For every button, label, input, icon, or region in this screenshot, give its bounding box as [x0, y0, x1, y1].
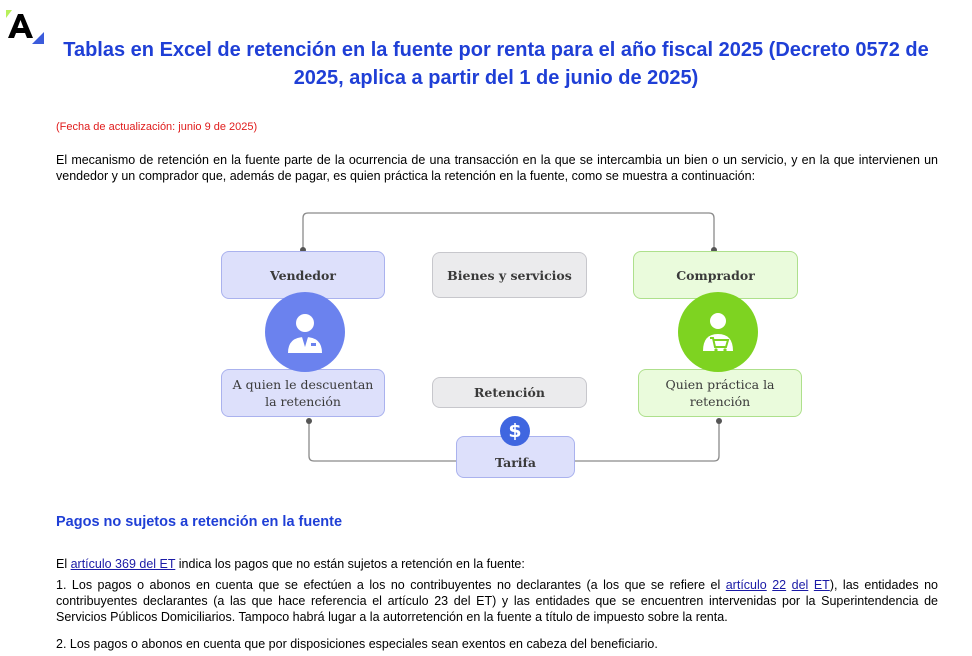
seller-desc-line1: A quien le descuentan	[232, 377, 374, 392]
list-item-1: 1. Los pagos o abonos en cuenta que se efectúen a los no contribuyentes no declarantes (a los que se refiere el artículo 22 del ET), las entidades no contribuyentes declarantes (a las que hace referencia el artículo 23 del ET) y las entidades que se encuentren intervenidas por la Superintendencia de Servicios Públicos Domiciliarios. Tampoco habrá lugar a la autorretención en la fuente a título de impuesto sobre la renta.	[56, 578, 939, 624]
list-item-2: 2. Los pagos o abonos en cuenta que por disposiciones especiales sean exentos en cabeza del beneficiario.	[56, 637, 658, 651]
seller-avatar-icon	[265, 292, 345, 372]
buyer-description-box	[638, 369, 802, 417]
dollar-icon: $	[500, 416, 530, 446]
seller-label: Vendedor	[270, 267, 336, 283]
article-369-link[interactable]: artículo 369 del ET	[70, 557, 176, 571]
withholding-label: Retención	[474, 385, 545, 400]
section-paragraph-1: El artículo 369 del ET indica los pagos que no están sujetos a retención en la fuente:	[56, 557, 525, 571]
intro-paragraph: El mecanismo de retención en la fuente parte de la ocurrencia de una transacción en la que se intercambia un bien o un servicio, y en la que intervienen un vendedor y un comprador que, además de pagar, es quien práctica la retención en la fuente, como se muestra a continuación:	[56, 153, 938, 183]
article-22-link[interactable]: 22	[772, 578, 787, 592]
buyer-desc-line1: Quien práctica la	[665, 377, 775, 392]
update-date: (Fecha de actualización: junio 9 de 2025)	[56, 121, 258, 133]
article-link[interactable]: artículo	[725, 578, 767, 592]
buyer-desc-line2: retención	[689, 394, 751, 409]
del-link[interactable]: del	[791, 578, 809, 592]
withholding-box	[432, 377, 587, 408]
buyer-cart-icon	[678, 292, 758, 372]
section-title: Pagos no sujetos a retención en la fuente	[56, 514, 343, 530]
page-title: Tablas en Excel de retención en la fuente por renta para el año fiscal 2025 (Decreto 0572 de 2025, aplica a partir del 1 de junio de 2025)	[63, 39, 929, 89]
seller-description-box	[221, 369, 385, 417]
rate-label: Tarifa	[494, 454, 536, 470]
goods-label: Bienes y servicios	[447, 267, 572, 283]
goods-services-box	[432, 252, 587, 298]
buyer-label: Comprador	[676, 267, 755, 283]
brand-logo-icon[interactable]	[4, 8, 44, 48]
et-link[interactable]: ET	[813, 578, 830, 592]
seller-desc-line2: la retención	[265, 394, 341, 409]
